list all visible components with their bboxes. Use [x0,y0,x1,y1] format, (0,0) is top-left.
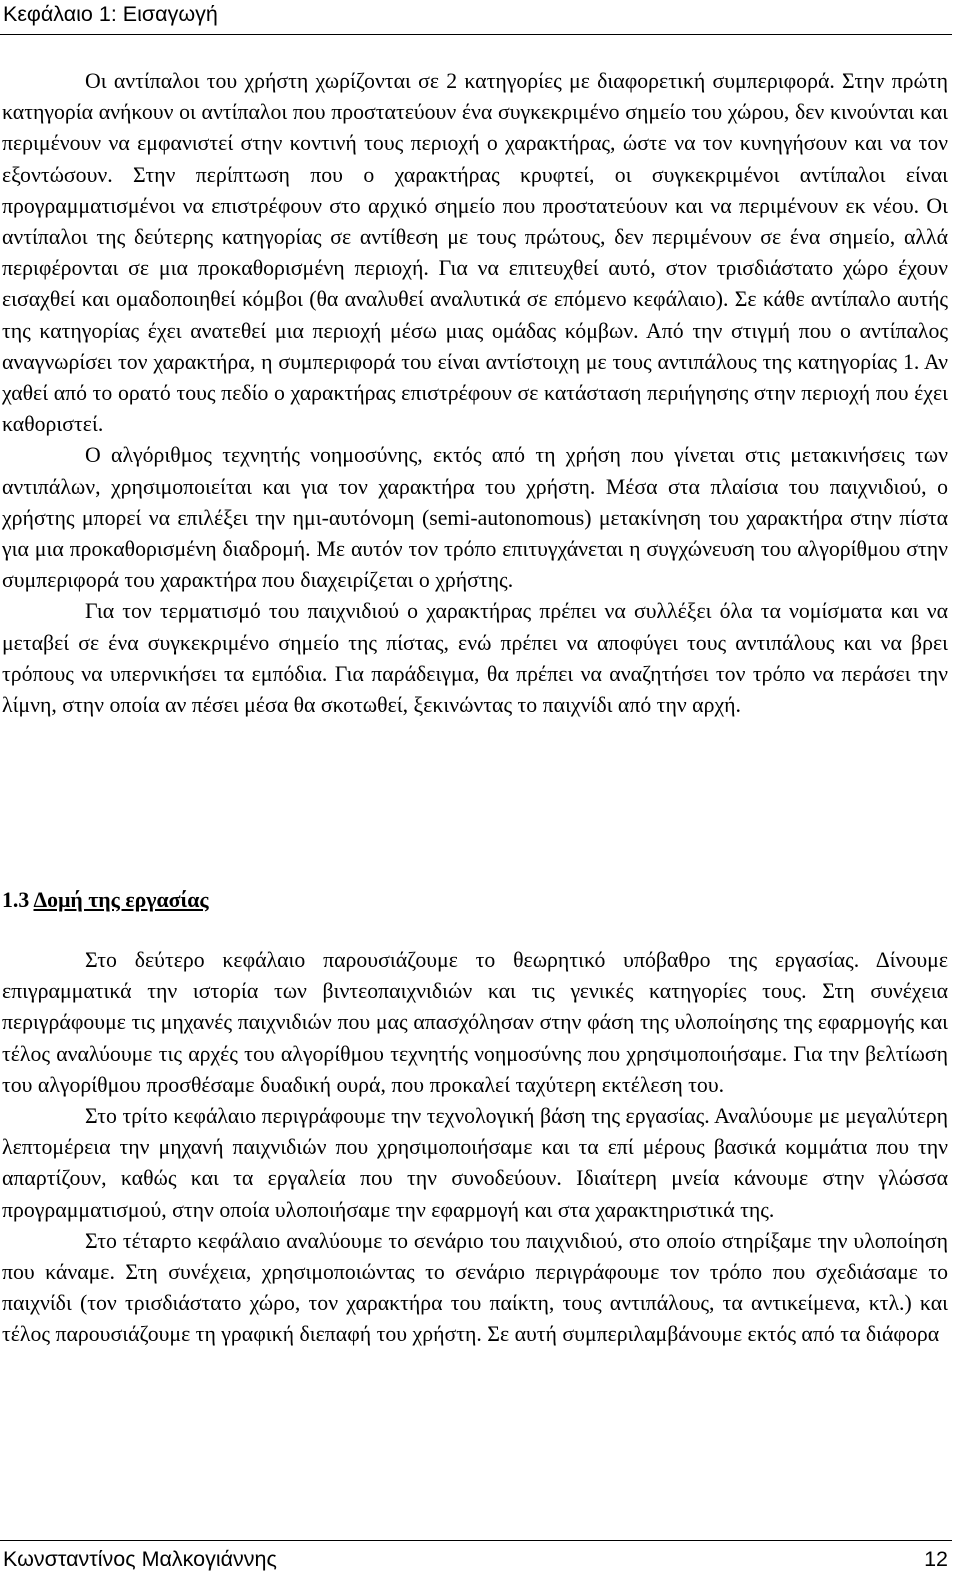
paragraph: Στο δεύτερο κεφάλαιο παρουσιάζουμε το θεωρητικό υπόβαθρο της εργασίας. Δίνουμε επιγραμματικά την ιστορία των βιντεοπαιχνιδιών και τις γενικές κατηγορίες τους. Στη συνέχεια περιγράφουμε τις μηχανές παιχνιδιών που μας απασχόλησαν στην φάση της υλοποίησης της εφαρμογής και τέλος αναλύουμε τις αρχές του αλγορίθμου τεχνητής νοημοσύνης που χρησιμοποιήσαμε. Για την βελτίωση του αλγορίθμου προσθέσαμε δυαδική ουρά, που προκαλεί ταχύτερη εκτέλεση του. [2,948,948,1097]
paragraph: Οι αντίπαλοι του χρήστη χωρίζονται σε 2 κατηγορίες με διαφορετική συμπεριφορά. Στην πρώτη κατηγορία ανήκουν οι αντίπαλοι που προστατεύουν ένα συγκεκριμένο σημείο του χώρου, δεν κινούνται και περιμένουν να εμφανιστεί στην κοντινή τους περιοχή ο χαρακτήρας, ώστε να τον κυνηγήσουν και να τον εξοντώσουν. Στην περίπτωση που ο χαρακτήρας κρυφτεί, οι συγκεκριμένοι αντίπαλοι είναι προγραμματισμένοι να επιστρέφουν στο αρχικό σημείο που προστατεύουν και να περιμένουν εκ νέου. Οι αντίπαλοι της δεύτερης κατηγορίας σε αντίθεση με τους πρώτους, δεν περιμένουν σε ένα σημείο, αλλά περιφέρονται σε μια προκαθορισμένη περιοχή. Για να επιτευχθεί αυτό, στον τρισδιάστατο χώρο έχουν εισαχθεί και ομαδοποιηθεί κόμβοι (θα αναλυθεί αναλυτικά σε επόμενο κεφάλαιο). Σε κάθε αντίπαλο αυτής της κατηγορίας έχει ανατεθεί μια περιοχή μέσω μιας ομάδας κόμβων. Από την στιγμή που ο αντίπαλος αναγνωρίσει τον χαρακτήρα, η συμπεριφορά του είναι αντίστοιχη με τους αντιπάλους της κατηγορίας 1. Αν χαθεί από το ορατό τους πεδίο ο χαρακτήρας επιστρέφουν σε κατάσταση περιήγησης στην περιοχή που έχει καθοριστεί. [2,69,948,437]
page-header [0,0,952,35]
section-title: Δομή της εργασίας [33,888,209,912]
paragraph: Για τον τερματισμό του παιχνιδιού ο χαρακτήρας πρέπει να συλλέξει όλα τα νομίσματα και να μεταβεί σε ένα συγκεκριμένο σημείο της πίστας, ενώ πρέπει να αποφύγει τους αντιπάλους και να βρει τρόπους να υπερνικήσει τα εμπόδια. Για παράδειγμα, θα πρέπει να αναζητήσει τον τρόπο να περάσει την λίμνη, στην οποία αν πέσει μέσα θα σκοτωθεί, ξεκινώντας το παιχνίδι από την αρχή. [2,599,948,718]
section-number: 1.3 [2,888,30,912]
page-footer [0,1540,952,1583]
author-name: Κωνσταντίνος Μαλκογιάννης [3,1547,277,1571]
chapter-title: Κεφάλαιο 1: Εισαγωγή [3,2,218,26]
page-number: 12 [924,1547,948,1571]
paragraph: Στο τρίτο κεφάλαιο περιγράφουμε την τεχνολογική βάση της εργασίας. Αναλύουμε με μεγαλύτερη λεπτομέρεια την μηχανή παιχνιδιών που χρησιμοποιήσαμε και τα επί μέρους βασικά κομμάτια που την απαρτίζουν, καθώς και τα εργαλεία που την συνοδεύουν. Ιδιαίτερη μνεία κάνουμε στην γλώσσα προγραμματισμού, στην οποία υλοποιήσαμε την εφαρμογή και στα χαρακτηριστικά της. [2,1104,948,1222]
paragraph: Ο αλγόριθμος τεχνητής νοημοσύνης, εκτός από τη χρήση που γίνεται στις μετακινήσεις των αντιπάλων, χρησιμοποιείται και για τον χαρακτήρα του χρήστη. Μέσα στα πλαίσια του παιχνιδιού, ο χρήστης μπορεί να επιλέξει την ημι-αυτόνομη (semi-autonomous) μετακίνηση του χαρακτήρα στην πίστα για μια προκαθορισμένη διαδρομή. Με αυτόν τον τρόπο επιτυγχάνεται η συγχώνευση του αλγορίθμου στην συμπεριφορά του χαρακτήρα που διαχειρίζεται ο χρήστης. [2,443,948,593]
paragraph: Στο τέταρτο κεφάλαιο αναλύουμε το σενάριο του παιχνιδιού, στο οποίο στηρίξαμε την υλοποίηση που κάναμε. Στη συνέχεια, χρησιμοποιώντας το σενάριο περιγράφουμε τον τρόπο που σχεδιάσαμε το παιχνίδι (τον τρισδιάστατο χώρο, τον χαρακτήρα του παίκτη, τους αντιπάλους, τα αντικείμενα, κτλ.) και τέλος παρουσιάζουμε τη γραφική διεπαφή του χρήστη. Σε αυτή συμπεριλαμβάνουμε εκτός από τα διάφορα [2,1228,948,1347]
section-heading [2,885,209,915]
section-text [2,945,948,1351]
intro-text [2,66,948,721]
